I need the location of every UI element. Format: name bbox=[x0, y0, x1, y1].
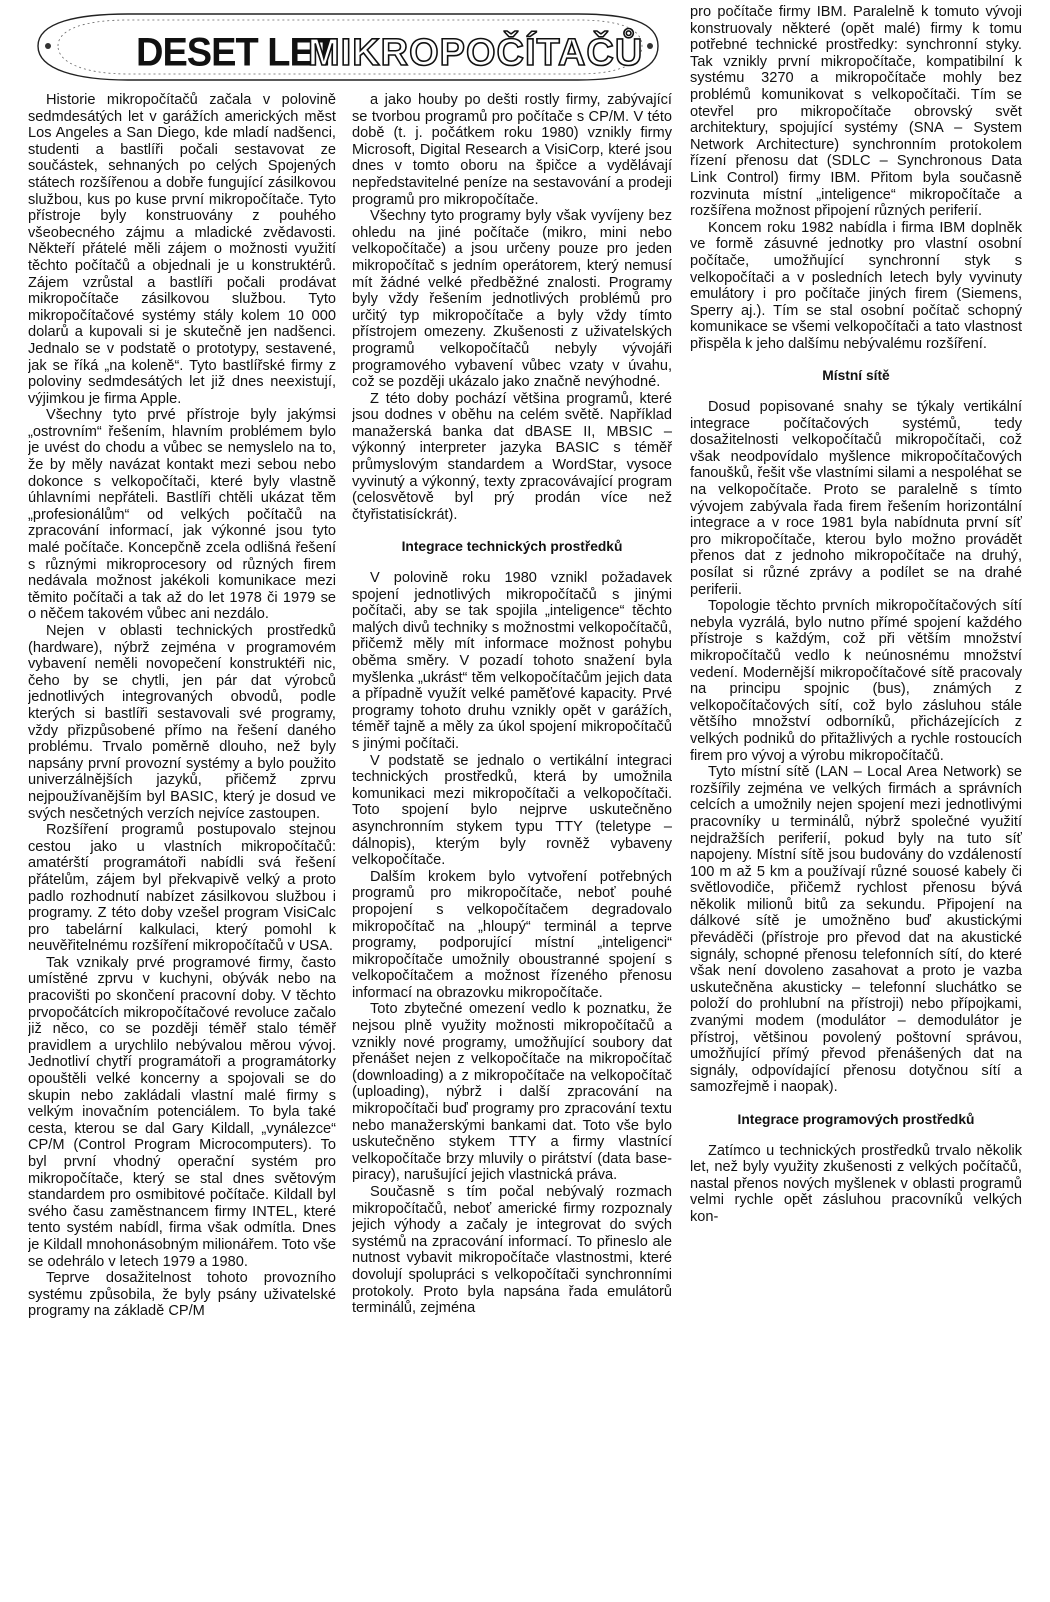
col2-paragraph: V podstatě se jednalo o vertikální integraci technických prostředků, která by umožnila komunikaci mezi mikropočítači a velkopočítači. Toto spojení bylo nejprve uskutečněno asynchronním stykem typu TTY (teletype – dálnopis), kterým byly rovněž vybaveny velkopočítače. bbox=[352, 752, 672, 869]
col3-paragraph: Zatímco u technických prostředků trvalo několik let, než byly využity zkušenosti z velkých počítačů, nastal přenos nových myšlenek v oblasti programů velmi rychle opět zásluhou pracovníků velkých kon- bbox=[690, 1142, 1022, 1225]
col3-paragraph: Topologie těchto prvních mikropočítačových sítí nebyla vyzrálá, bylo nutno přímé spojení každého přístroje s každým, což při větším množství mikropočítačů vedlo k neúnosnému množství vedení. Modernější mikropočítačové sítě pracovaly na principu spojnic (bus), známých z velkopočítačových sítí, což bylo zásluhou stále většího množství odborníků, přicházejících z velkých podniků do přitažlivých a rychle rostoucích firem pro vývoj a výrobu mikropočítačů. bbox=[690, 598, 1022, 764]
col1-paragraph: Nejen v oblasti technických prostředků (hardware), nýbrž zejména v programovém vybavení neměli novopečení konstruktéři nic, čeho by se chytli, jen pár dat výrobců jednotlivých integrovaných obvodů, podle kterých si bastlíři sestavovali své programy, vždy přizpůsobené přímo na řešení daného problému. Trvalo poměrně dlouho, než byly napsány první provozní systémy a bylo použito univerzálnějších jazyků, přičemž zprvu nejpoužívanějším byl BASIC, který je dosud ve svých nesčetných verzích nejvíce zastoupen. bbox=[28, 623, 336, 822]
column-2 bbox=[352, 92, 672, 1317]
col1-paragraph: Všechny tyto prvé přístroje byly jakýmsi „ostrovním“ řešením, hlavním problémem bylo je uvést do chodu a vůbec se nemyslelo na to, že by měly navázat kontakt mezi sebou nebo dokonce s velkopočítači, které byly vlastně úhlavními nepřáteli. Bastlíři chtěli ukázat těm „profesionálům“ od velkých počítačů na zpracování informací, jak výkonné jsou tyto malé počítače. Koncepčně zcela odlišná řešení s různými mikroprocesory od různých firem nedávala možnost jakékoli komunikace mezi těmito počítači a tak až do let 1978 či 1979 se o něčem takovém vůbec ani nezdálo. bbox=[28, 407, 336, 623]
column-3 bbox=[690, 4, 1022, 1226]
section-heading-hardware-integration: Integrace technických prostředků bbox=[401, 539, 623, 555]
col2-paragraph: Toto zbytečné omezení vedlo k poznatku, že nejsou plně využity možnosti mikropočítačů a vznikly nové programy, umožňující soubory dat přenášet nejen z velkopočítače na mikropočítač (downloading) a z mikropočítače na velkopočítač (uploading), nýbrž i další zpracování na mikropočítači buď programy pro zpracování textu nebo manažerskými bankami dat. Toto vše bylo uskutečněno stykem TTY a firmy vlastnící velkopočítače brzy mluvily o pirátství (data base-piracy), narušující jejich vlastnická práva. bbox=[352, 1001, 672, 1184]
col3-paragraph: Tyto místní sítě (LAN – Local Area Network) se rozšířily zejména ve velkých firmách a správních celcích a umožnily nejen spojení mezi jednotlivými pracovníky u terminálů, nýbrž společné využití nejdražších periferií, pokud byly na tuto síť napojeny. Místní sítě jsou budovány do vzdáleností 100 m až 5 km a používají různé souosé kabely či světlovodiče, přičemž rychlost přenosu bývá několik milionů bitů za sekundu. Připojení na dálkové sítě je umožněno buď akustickými převáděči (přístroje pro převod dat na akustické signály, schopné přenosu telefonních sítí, do které však není dovoleno zasahovat a proto je vazba uskutečněna akusticky – telefonní sluchátko se položí do prohlubní na přístroji) nebo přípojkami, zvanými modem (modulátor – demodulátor je přístroj, většinou povolený poštovní správou, umožňující přímý převod přenášených dat na signály, odpovídající přenosu dotyčnou sítí a samozřejmě i naopak). bbox=[690, 764, 1022, 1096]
col3-paragraph: pro počítače firmy IBM. Paralelně k tomuto vývoji konstruovaly některé (opět malé) firmy k tomu potřebné technické prostředky: synchronní styky. Tak vznikly první mikropočítače, kompatibilní k systému 3270 a mikropočítače mohly bez problémů komunikovat s velkopočítači. Tím se otevřel pro mikropočítače obrovský svět architektury, spojující systémy (SNA – System Network Architecture) synchronním protokolem řízení přenosu dat (SDLC – Synchronous Data Link Control) firmy IBM. Přitom byla současně rozvinuta místní „inteligence“ mikropočítače a rozšířena možnost připojení různých periferií. bbox=[690, 4, 1022, 220]
title-part1: DESET LET bbox=[136, 30, 337, 76]
col3-paragraph: Dosud popisované snahy se týkaly vertikální integrace počítačových systémů, tedy dosažitelnosti velkopočítačů mikropočítači, což však neodpovídalo myšlence mikropočítačových fanoušků, řešit vše vlastními silami a nespoléhat se na velkopočítače. Proto se paralelně s tímto vývojem zabývala řada firem řešením horizontální integrace a v roce 1981 byla nabídnuta první síť pro mikropočítače, kterou bylo možno provádět přenos dat z jednoho mikropočítače na druhý, posílat si různé zprávy a podílet se na drahé periferii. bbox=[690, 399, 1022, 598]
section-heading-local-networks: Místní sítě bbox=[822, 368, 890, 384]
col2-paragraph: Dalším krokem bylo vytvoření potřebných programů pro mikropočítače, neboť pouhé propojení s velkopočítačem degradovalo mikropočítač na „hloupý“ terminál a teprve programy, podporující místní „inteligenci“ mikropočítače umožnily oboustranné spojení s velkopočítačem a možnost řízeného přenosu informací na obrazovku mikropočítače. bbox=[352, 868, 672, 1001]
title-banner bbox=[18, 6, 670, 86]
col1-paragraph: Historie mikropočítačů začala v polovině sedmdesátých let v garážích amerických měst Los Angeles a San Diego, kde mladí nadšenci, studenti a bastlíři počali sestavovat ze součástek, sehnaných po celých Spojených státech rozšířenou a dobře fungující zásilkovou službou, kus po kuse první mikropočítače. Tyto přístroje byly konstruovány z pouhého všeobecného zájmu a mladické zvědavosti. Někteří přátelé měli zájem o možnosti využití těchto počítačů a objednali je u konstruktérů. Zájem vzrůstal a bastlíři počali prodávat mikropočítače zásilkovou službou. Tyto mikropočítačové systémy stály kolem 10 000 dolarů a kupovali si je skutečně jen nadšenci. Jednalo se v podstatě o prototypy, sestavené, jak se říká „na koleně“. Tyto bastlířské firmy z poloviny sedmdesátých let již dnes neexistují, výjimkou je firma Apple. bbox=[28, 92, 336, 407]
col1-paragraph: Teprve dosažitelnost tohoto provozního systému způsobila, že byly psány uživatelské programy na základě CP/M bbox=[28, 1270, 336, 1320]
col1-paragraph: Rozšíření programů postupovalo stejnou cestou jako u vlastních mikropočítačů: amatérští programátoři nabídli svá řešení přátelům, zájem byl překvapivě velký a proto padlo rozhodnutí nabízet zásilkovou službou i programy. Z této doby vzešel program VisiCalc pro tabelární kalkulaci, který pomohl k neuvěřitelnému rozšíření mikropočítačů v USA. bbox=[28, 822, 336, 955]
column-1 bbox=[28, 92, 336, 1320]
col2-paragraph: Současně s tím počal nebývalý rozmach mikropočítačů, neboť americké firmy rozpoznaly jejich výhody a začaly je integrovat do svých systémů na zpracování informací. To přineslo ale nutnost vybavit mikropočítače vlastnostmi, které dovolují spolupráci s velkopočítači synchronními protokoly. Proto byla napsána řada emulátorů terminálů, zejména bbox=[352, 1184, 672, 1317]
col2-paragraph: Všechny tyto programy byly však vyvíjeny bez ohledu na jiné počítače (mikro, mini nebo velkopočítače) a jsou určeny pouze pro jeden mikropočítač s jedním operátorem, který nemusí mít žádné velké předběžné znalosti. Programy byly vždy řešením jednotlivých problémů pro určitý typ mikropočítače a byly vždy tímto přístrojem omezeny. Zkušenosti z uživatelských programů velkopočítačů nebyly vývojáři programového vybavení vůbec vzaty v úvahu, což se později ukázalo jako značně nevýhodné. bbox=[352, 208, 672, 391]
col2-paragraph: Z této doby pochází většina programů, které jsou dodnes v oběhu na celém světě. Například manažerská banka dat dBASE II, MBSIC – výkonný interpreter jazyka BASIC s téměř průmyslovým standardem a WordStar, vysoce vyvinutý a výkonný, texty zpracovávající program (celosvětově byl prý prodán více než čtyřistatisíckrát). bbox=[352, 390, 672, 523]
col2-paragraph: V polovině roku 1980 vznikl požadavek spojení jednotlivých mikropočítačů s jinými počítači, aby se tak spojila „inteligence“ těchto malých divů techniky s možnostmi velkopočítačů, přičemž měly mít informace možnost pohybu oběma směry. V pozadí tohoto snažení byla myšlenka „ukrást“ těm velkopočítačům jejich data a případně využít velké paměťové kapacity. Prvé programy tohoto druhu vznikly opět v garážích, téměř tajně a měly za úkol spojení mikropočítačů s jinými počítači. bbox=[352, 570, 672, 752]
section-heading-software-integration: Integrace programových prostředků bbox=[737, 1112, 975, 1127]
title-part2: MIKROPOČÍTAČŮ bbox=[308, 32, 644, 74]
col3-paragraph: Koncem roku 1982 nabídla i firma IBM doplněk ve formě zásuvné jednotky pro vlastní osobní počítače, umožňující synchronní styk s velkopočítači a v posledních letech byly vyvinuty emulátory i pro počítače jiných firem (Siemens, Sperry aj.). Tím se stal osobní počítač schopný komunikace se všemi velkopočítači a tato vlastnost přispěla k jeho dalšímu nebývalému rozšíření. bbox=[690, 219, 1022, 352]
col1-paragraph: Tak vznikaly prvé programové firmy, často umístěné zprvu v kuchyni, obývák nebo na pracovišti po skončení pracovní doby. V těchto prvopočátcích mikropočítačové revoluce začalo již něco, co se později téměř stalo téměř pravidlem a urychlilo nebývalou měrou vývoj. Jednotliví chytří programátoři a programátorky opouštěli velké koncerny a spojovali se do skupin nebo zakládali vlastní malé firmy s velkým inovačním potenciálem. To byla také cesta, kterou se dal Gary Kildall, „vynálezce“ CP/M (Control Program Microcomputers). To byl první vhodný operační systém pro mikropočítače, který se stal dnes světovým standardem pro osmibitové počítače. Kildall byl svého času zaměstnancem firmy INTEL, které tento systém nabídl, firma však odmítla. Dnes je Kildall mnohonásobným milionářem. Toto vše se odehrálo v letech 1979 a 1980. bbox=[28, 954, 336, 1270]
col2-paragraph: a jako houby po dešti rostly firmy, zabývající se tvorbou programů pro počítače s CP/M. V této době (t. j. počátkem roku 1980) vznikly firmy Microsoft, Digital Research a VisiCorp, které jsou dnes v tomto oboru na špičce a vydělávají nepředstavitelné peníze na sestavování a prodeji programů pro mikropočítače. bbox=[352, 92, 672, 208]
